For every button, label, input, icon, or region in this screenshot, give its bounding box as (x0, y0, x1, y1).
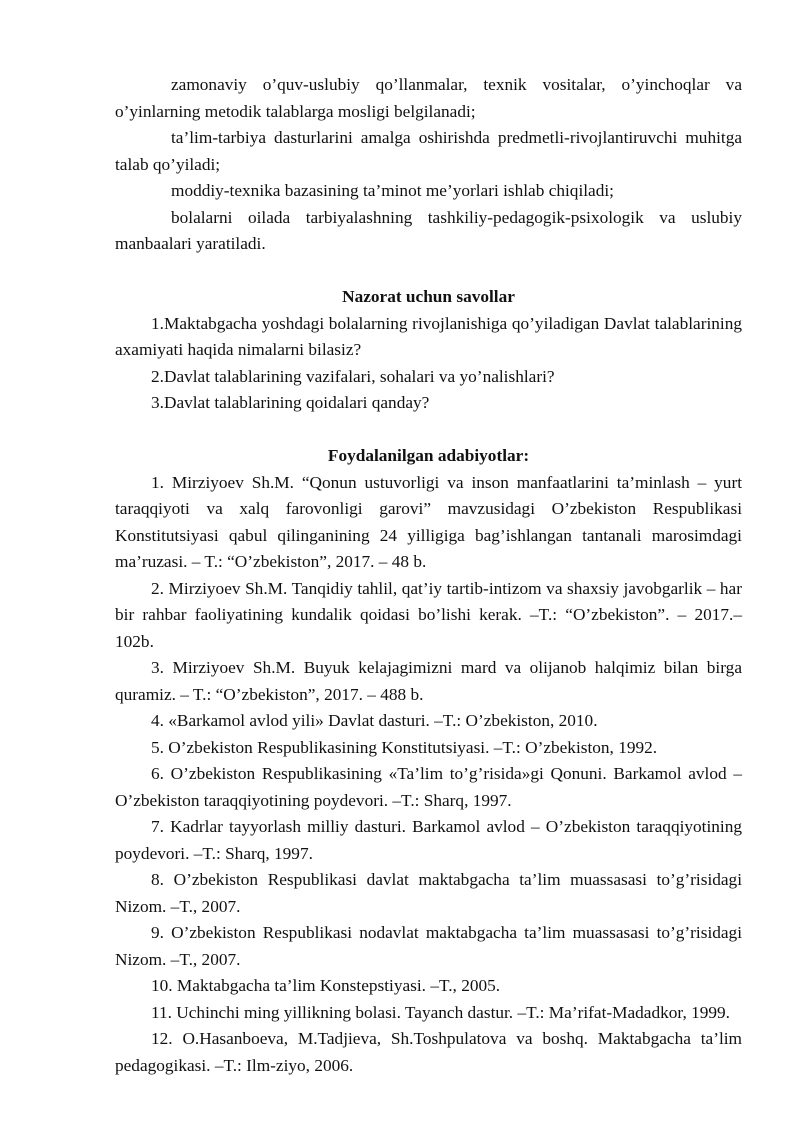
intro-paragraph: moddiy-texnika bazasining ta’minot me’yorlari ishlab chiqiladi; (171, 181, 614, 200)
reference-item: 3. Mirziyoev Sh.M. Buyuk kelajagimizni mard va olijanob halqimiz bilan birga quramiz. – T.: “O’zbekiston”, 2017. – 488 b. (115, 658, 742, 704)
reference-item: 6. O’zbekiston Respublikasining «Ta’lim to’g’risida»gi Qonuni. Barkamol avlod – O’zbekiston taraqqiyotining poydevori. –T.: Sharq, 1997. (115, 764, 742, 810)
intro-paragraph: zamonaviy o’quv-uslubiy qo’llanmalar, texnik vositalar, o’yinchoqlar va o’yinlarning metodik talablarga mosligi belgilanadi; (115, 75, 742, 121)
spacer (115, 417, 742, 444)
intro-paragraph: bolalarni oilada tarbiyalashning tashkiliy-pedagogik-psixologik va uslubiy manbaalari yaratiladi. (115, 207, 742, 253)
references-heading: Foydalanilgan adabiyotlar: (327, 446, 530, 465)
spacer (115, 258, 742, 285)
reference-item: 10. Maktabgacha ta’lim Konstepstiyasi. –T., 2005. (151, 976, 501, 995)
reference-item: 9. O’zbekiston Respublikasi nodavlat maktabgacha ta’lim muassasasi to’g’risidagi Nizom. –T., 2007. (115, 923, 742, 969)
question-item: 2.Davlat talablarining vazifalari, sohalari va yo’nalishlari? (151, 366, 555, 386)
document-page (115, 72, 742, 1079)
reference-item: 11. Uchinchi ming yillikning bolasi. Tayanch dastur. –T.: Ma’rifat-Madadkor, 1999. (151, 1002, 730, 1022)
question-item: 1.Maktabgacha yoshdagi bolalarning rivojlanishiga qo’yiladigan Davlat talablarining axamiyati haqida nimalarni bilasiz? (115, 313, 742, 359)
questions-heading: Nazorat uchun savollar (342, 287, 515, 306)
question-item: 3.Davlat talablarining qoidalari qanday? (151, 393, 430, 412)
intro-paragraph: ta’lim-tarbiya dasturlarini amalga oshirishda predmetli-rivojlantiruvchi muhitga talab qo’yiladi; (115, 128, 742, 174)
reference-item: 5. O’zbekiston Respublikasining Konstitutsiyasi. –T.: O’zbekiston, 1992. (151, 737, 658, 757)
reference-item: 12. O.Hasanboeva, M.Tadjieva, Sh.Toshpulatova va boshq. Maktabgacha ta’lim pedagogikasi. –T.: Ilm-ziyo, 2006. (115, 1029, 742, 1075)
reference-item: 4. «Barkamol avlod yili» Davlat dasturi. –T.: O’zbekiston, 2010. (151, 711, 598, 730)
reference-item: 8. O’zbekiston Respublikasi davlat maktabgacha ta’lim muassasasi to’g’risidagi Nizom. –T., 2007. (115, 870, 742, 916)
reference-item: 2. Mirziyoev Sh.M. Tanqidiy tahlil, qat’iy tartib-intizom va shaxsiy javobgarlik – har bir rahbar faoliyatining kundalik qoidasi bo’lishi kerak. –T.: “O’zbekiston”. – 2017.– 102b. (115, 578, 742, 651)
reference-item: 1. Mirziyoev Sh.M. “Qonun ustuvorligi va inson manfaatlarini ta’minlash – yurt taraqqiyoti va xalq farovonligi garovi” mavzusidagi O’zbekiston Respublikasi Konstitutsiyasi qabul qilinganining 24 yilligiga bag’ishlangan tantanali marosimdagi ma’ruzasi. – T.: “O’zbekiston”, 2017. – 48 b. (115, 472, 742, 571)
reference-item: 7. Kadrlar tayyorlash milliy dasturi. Barkamol avlod – O’zbekiston taraqqiyotining poydevori. –T.: Sharq, 1997. (115, 817, 742, 863)
